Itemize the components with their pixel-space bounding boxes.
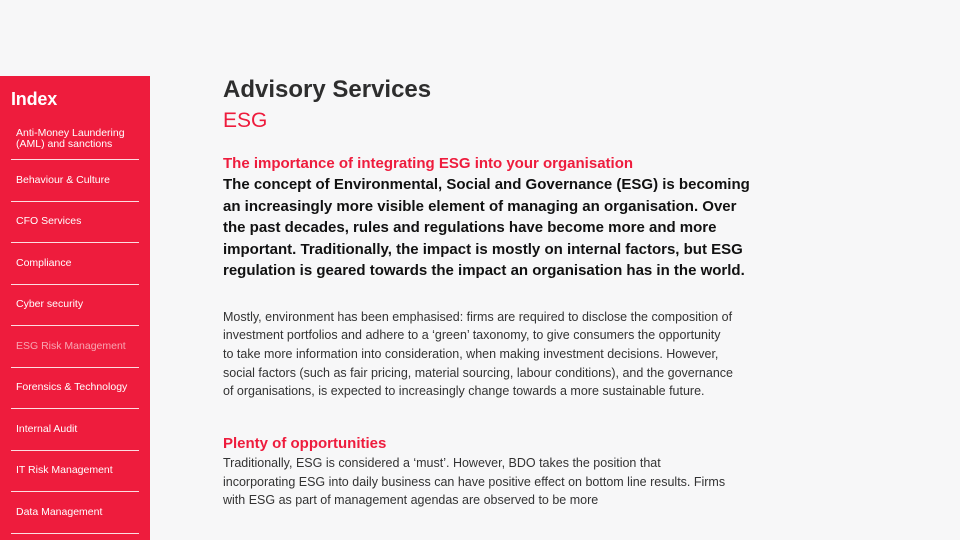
body-paragraph-opportunities: Traditionally, ESG is considered a ‘must’. However, BDO takes the position that incorporating ESG into daily business can have positive effect on bottom line results. Firms with ESG as part of management agendas are observed to be more [223,456,726,508]
section-heading-opportunities: Plenty of opportunities [223,435,387,453]
sidebar-item-aml[interactable]: Anti-Money Laundering (AML) and sanctions [11,118,139,160]
page-subtitle: ESG [223,109,268,132]
sidebar-title: Index [11,89,58,109]
section-heading-importance: The importance of integrating ESG into your organisation [223,155,634,172]
sidebar-item-esg-risk-management[interactable]: ESG Risk Management [11,326,139,368]
sidebar-item-cfo-services[interactable]: CFO Services [11,202,139,244]
sidebar-item-data-management[interactable]: Data Management [11,492,139,534]
index-sidebar [0,76,150,540]
sidebar-item-it-risk-management[interactable]: IT Risk Management [11,451,139,493]
body-paragraph-environment: Mostly, environment has been emphasised: firms are required to disclose the composition of investment portfolios and adhere to a ‘green’ taxonomy, to give consumers the opportunity to take more information into consideration, when making investment decisions. However, social factors (such as fair pricing, material sourcing, labour conditions), and the governance of organisations, is expected to increasingly change towards a more sustainable future. [223,309,733,399]
page-title: Advisory Services [223,76,432,103]
sidebar-item-internal-audit[interactable]: Internal Audit [11,409,139,451]
main-content [223,74,753,510]
sidebar-item-compliance[interactable]: Compliance [11,243,139,285]
sidebar-item-forensics-technology[interactable]: Forensics & Technology [11,368,139,410]
lead-paragraph: The concept of Environmental, Social and Governance (ESG) is becoming an increasingly more visible element of managing an organisation. Over the past decades, rules and regulations have become more and more important. Traditionally, the impact is mostly on internal factors, but ESG regulation is geared towards the impact an organisation has in the world. [223,176,750,279]
index-nav-list [11,118,139,534]
sidebar-item-cyber-security[interactable]: Cyber security [11,285,139,327]
sidebar-item-behaviour-culture[interactable]: Behaviour & Culture [11,160,139,202]
